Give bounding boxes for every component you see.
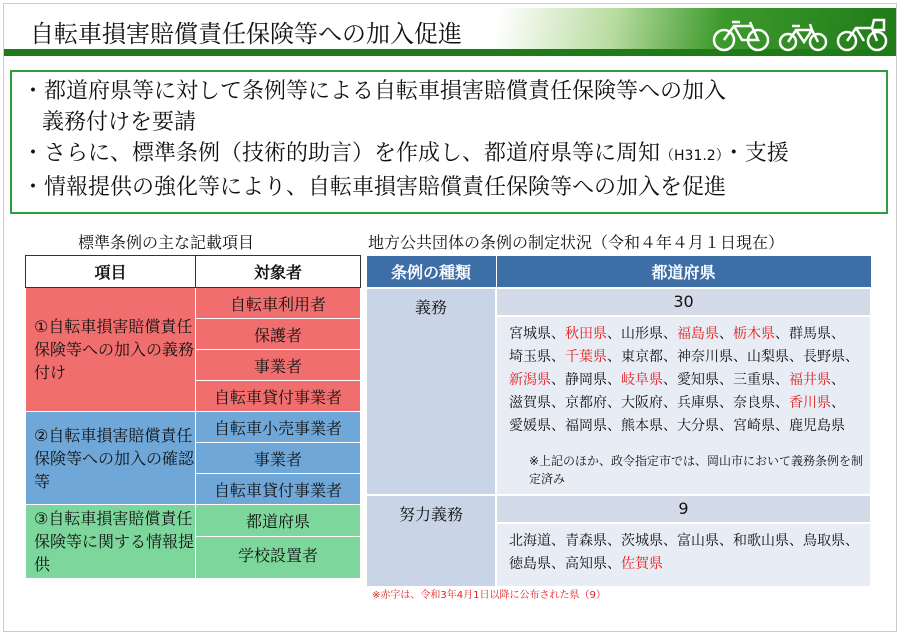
header-kind: 条例の種類 (366, 256, 496, 288)
prefecture-name: 埼玉県 (509, 348, 551, 365)
left-caption: 標準条例の主な記載項目 (78, 233, 255, 252)
header-prefectures: 都道府県 (496, 256, 871, 288)
prefecture-name: 鹿児島県 (789, 417, 845, 434)
summary-box (10, 70, 888, 214)
summary-line: ・情報提供の強化等により、自転車損害賠償責任保険等への加入を促進 (22, 175, 727, 200)
prefecture-name: 愛知県 (677, 371, 719, 388)
prefecture-name: 茨城県 (621, 532, 663, 549)
footnote: ※赤字は、令和3年4月1日以降に公布された県（9） (372, 590, 606, 601)
summary-line (22, 138, 876, 172)
prefecture-name: 大分県 (677, 417, 719, 434)
prefecture-name: 和歌山県 (733, 532, 789, 549)
target-cell: 事業者 (196, 443, 361, 474)
target-cell: 学校設置者 (196, 537, 361, 579)
summary-line: ・都道府県等に対して条例等による自転車損害賠償責任保険等への加入 (22, 79, 727, 104)
prefecture-name: 富山県 (677, 532, 719, 549)
prefecture-name: 群馬県 (789, 325, 831, 342)
count-cell: 9 (496, 495, 871, 523)
prefecture-name: 徳島県 (509, 555, 551, 572)
prefecture-name: 神奈川県 (677, 348, 733, 365)
prefecture-name: 福島県 (677, 325, 719, 342)
count-cell: 30 (496, 288, 871, 316)
kind-cell: 努力義務 (366, 495, 496, 587)
summary-line: 義務付けを要請 (42, 110, 197, 135)
target-cell: 自転車貸付事業者 (196, 474, 361, 505)
prefecture-name: 岐阜県 (621, 371, 663, 388)
prefecture-name: 高知県 (565, 555, 607, 572)
prefecture-name: 静岡県 (565, 371, 607, 388)
prefecture-name: 宮崎県 (733, 417, 775, 434)
prefecture-name: 兵庫県 (677, 394, 719, 411)
target-cell: 自転車貸付事業者 (196, 381, 361, 412)
prefecture-name: 熊本県 (621, 417, 663, 434)
target-cell: 都道府県 (196, 505, 361, 537)
prefecture-name: 新潟県 (509, 371, 551, 388)
prefecture-list: 宮城県、秋田県、山形県、福島県、栃木県、群馬県、 埼玉県、千葉県、東京都、神奈川県、山梨県、長野県、 新潟県、静岡県、岐阜県、愛知県、三重県、福井県、 滋賀県、京都府、大阪府、兵庫県、奈良県、香川県、 愛媛県、福岡県、熊本県、大分県、宮崎県、鹿児島県 ※上記のほか、政令指定市では、岡山市において義務条例を制定済み (496, 316, 871, 495)
right-caption: 地方公共団体の条例の制定状況（令和４年４月１日現在） (368, 233, 785, 252)
prefecture-name: 山梨県 (747, 348, 789, 365)
target-cell: 自転車利用者 (196, 288, 361, 319)
bicycle-icons (712, 18, 888, 52)
header-target: 対象者 (196, 256, 361, 288)
prefecture-name: 奈良県 (733, 394, 775, 411)
item-cell: ①自転車損害賠償責任保険等への加入の義務付け (26, 288, 196, 412)
item-cell: ②自転車損害賠償責任保険等への加入の確認等 (26, 412, 196, 505)
prefecture-name: 愛媛県 (509, 417, 551, 434)
prefecture-name: 山形県 (621, 325, 663, 342)
prefecture-name: 長野県 (803, 348, 845, 365)
prefecture-name: 北海道 (509, 532, 551, 549)
prefecture-name: 千葉県 (565, 348, 607, 365)
prefecture-list: 北海道、青森県、茨城県、富山県、和歌山県、鳥取県、 徳島県、高知県、佐賀県 (496, 523, 871, 587)
page-title: 自転車損害賠償責任保険等への加入促進 (30, 20, 462, 48)
summary-text: ・さらに、標準条例（技術的助言）を作成し、都道府県等に周知 (22, 141, 661, 166)
target-cell: 保護者 (196, 319, 361, 350)
kind-cell: 義務 (366, 288, 496, 495)
prefecture-name: 滋賀県 (509, 394, 551, 411)
bicycle-icon (778, 18, 828, 52)
summary-text: ・支援 (722, 141, 789, 166)
prefecture-name: 東京都 (621, 348, 663, 365)
item-cell: ③自転車損害賠償責任保険等に関する情報提供 (26, 505, 196, 579)
prefecture-name: 大阪府 (621, 394, 663, 411)
prefecture-name: 香川県 (789, 394, 831, 411)
prefecture-name: 宮城県 (509, 325, 551, 342)
bicycle-icon (712, 18, 770, 52)
target-cell: 事業者 (196, 350, 361, 381)
prefecture-name: 栃木県 (733, 325, 775, 342)
prefecture-name: 三重県 (733, 371, 775, 388)
summary-date: （H31.2） (660, 148, 723, 164)
prefecture-name: 福井県 (789, 371, 831, 388)
prefecture-name: 秋田県 (565, 325, 607, 342)
prefecture-name: 鳥取県 (803, 532, 845, 549)
ordinance-status-table (365, 255, 872, 588)
prefecture-name: 青森県 (565, 532, 607, 549)
header-item: 項目 (26, 256, 196, 288)
prefecture-name: 福岡県 (565, 417, 607, 434)
prefecture-name: 佐賀県 (621, 555, 663, 572)
prefecture-name: 京都府 (565, 394, 607, 411)
standard-ordinance-table (25, 255, 361, 579)
target-cell: 自転車小売事業者 (196, 412, 361, 443)
bicycle-icon (836, 18, 888, 52)
note: ※上記のほか、政令指定市では、岡山市において義務条例を制定済み (529, 453, 864, 486)
